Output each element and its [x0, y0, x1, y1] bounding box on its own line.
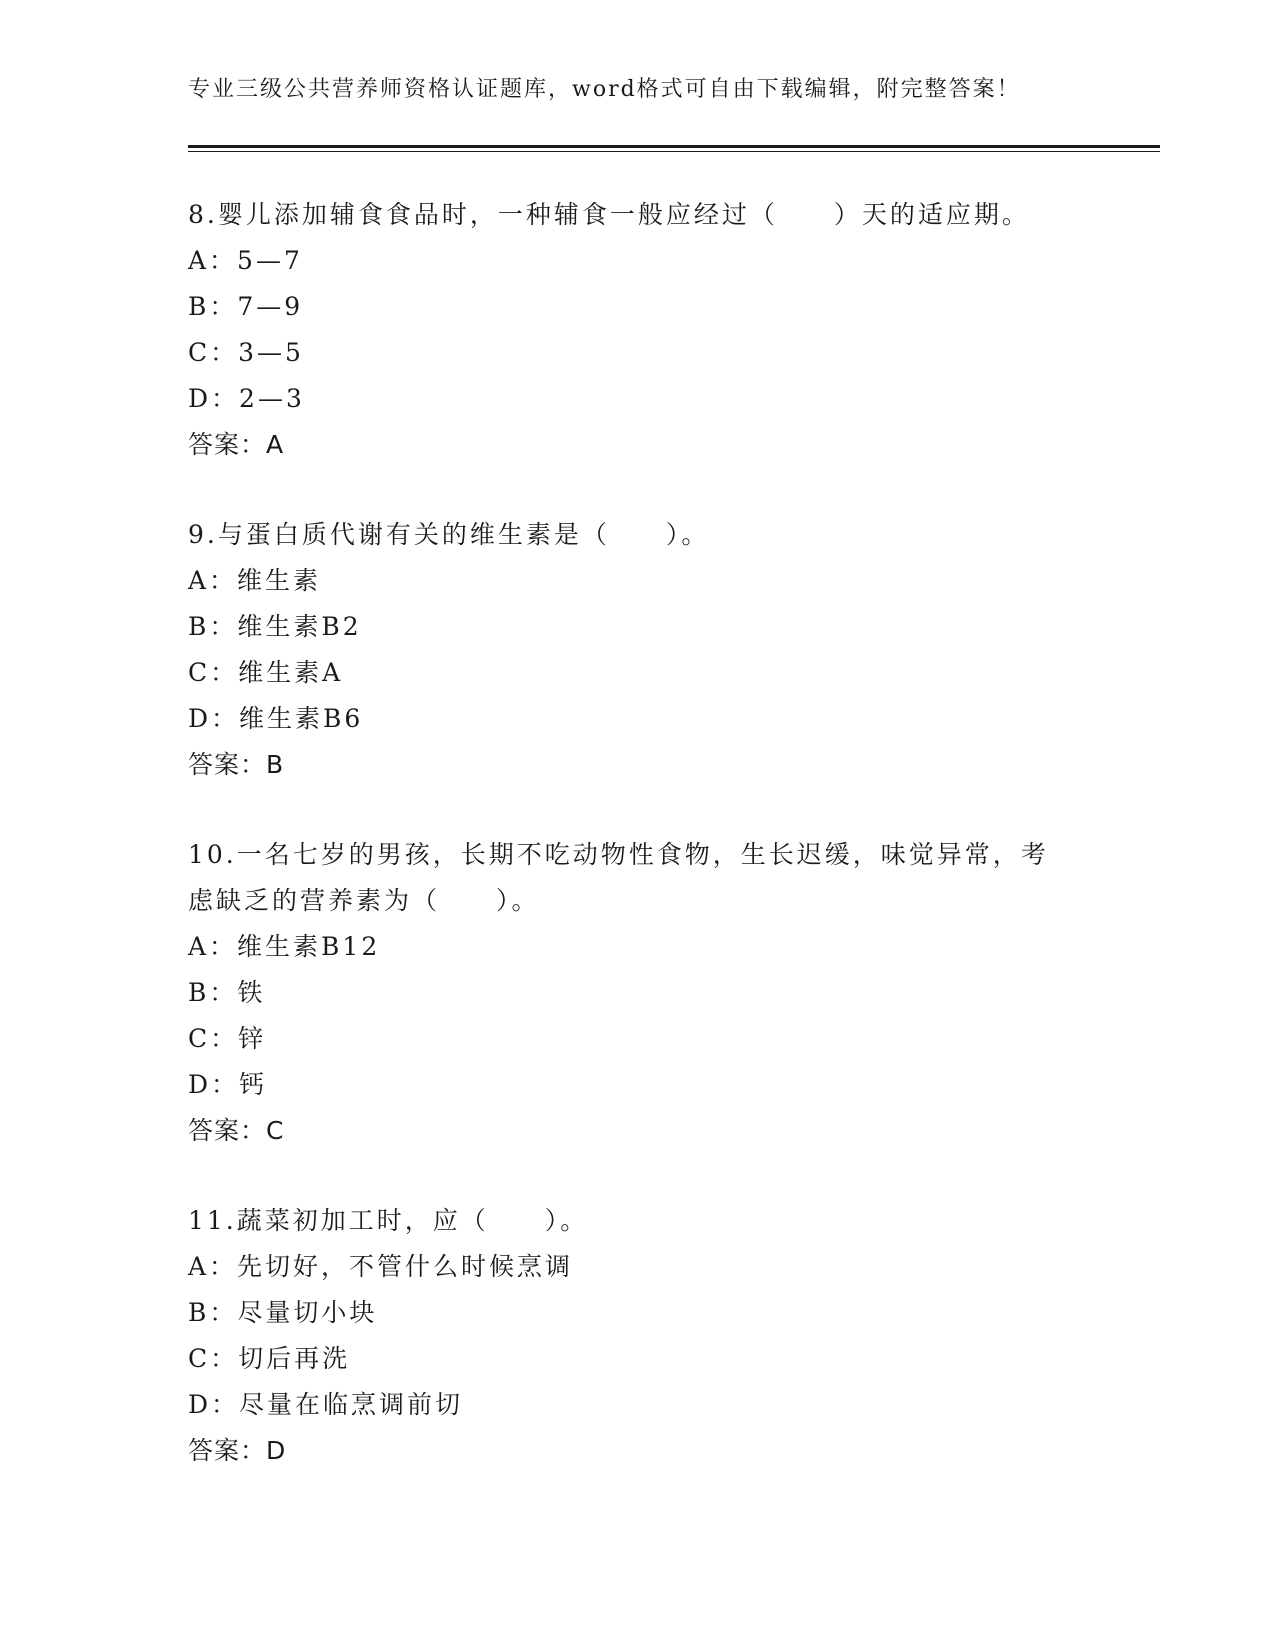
option-a: A：维生素: [188, 566, 322, 595]
page-header: 专业三级公共营养师资格认证题库，word格式可自由下载编辑，附完整答案！: [188, 77, 1021, 102]
option-b: B：维生素B2: [188, 612, 362, 641]
question-10: [188, 832, 1073, 1154]
question-stem: 8.婴儿添加辅食食品时，一种辅食一般应经过（ ）天的适应期。: [188, 200, 1030, 229]
option-b: B：铁: [188, 978, 266, 1007]
answer-line: 答案：D: [188, 1436, 287, 1465]
answer-line: 答案：A: [188, 430, 285, 459]
question-11: [188, 1198, 1088, 1474]
question-stem: 10.一名七岁的男孩，长期不吃动物性食物，生长迟缓，味觉异常，考虑缺乏的营养素为（ ）。: [188, 840, 1049, 915]
answer-line: 答案：B: [188, 750, 285, 779]
option-b: B：尽量切小块: [188, 1298, 378, 1327]
option-a: A：维生素B12: [188, 932, 381, 961]
answer-line: 答案：C: [188, 1116, 285, 1145]
option-b: B：7—9: [188, 292, 304, 321]
option-d: D：钙: [188, 1070, 268, 1099]
header-rule-thin: [188, 151, 1160, 152]
option-d: D：尽量在临烹调前切: [188, 1390, 464, 1419]
option-a: A：先切好，不管什么时候烹调: [188, 1252, 574, 1281]
option-c: C：锌: [188, 1024, 267, 1053]
question-stem: 9.与蛋白质代谢有关的维生素是（ ）。: [188, 520, 710, 549]
option-d: D：2—3: [188, 384, 305, 413]
option-c: C：维生素A: [188, 658, 344, 687]
question-8: [188, 192, 1088, 468]
header-rule-thick: [188, 145, 1160, 148]
option-c: C：切后再洗: [188, 1344, 351, 1373]
question-stem: 11.蔬菜初加工时，应（ ）。: [188, 1206, 589, 1235]
option-a: A：5—7: [188, 246, 303, 275]
question-9: [188, 512, 1088, 788]
option-d: D：维生素B6: [188, 704, 364, 733]
option-c: C：3—5: [188, 338, 304, 367]
